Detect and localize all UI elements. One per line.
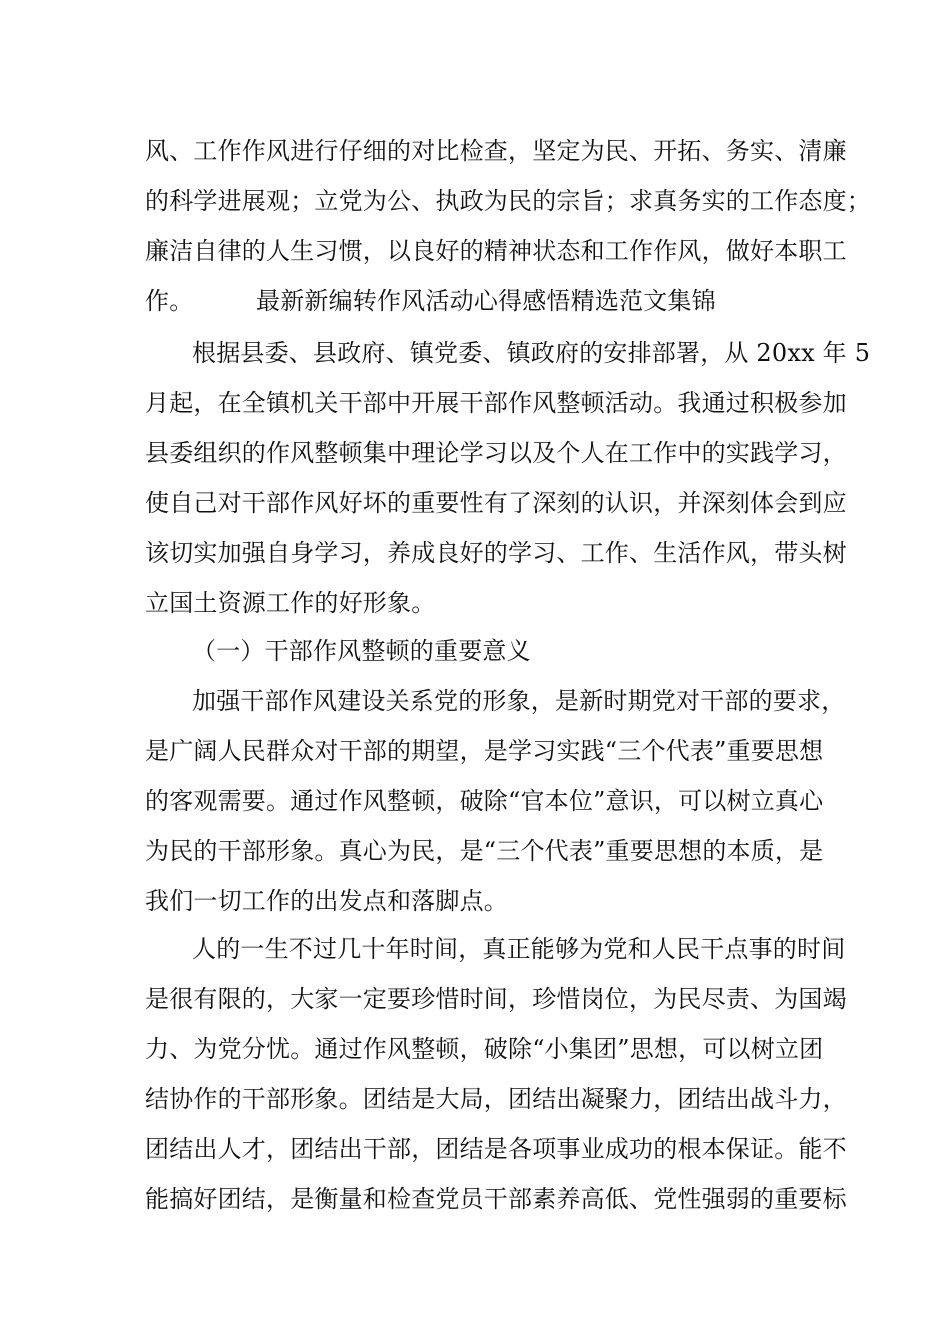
body-text-line: 力、为党分忧。通过作风整顿，破除“小集团”思想，可以树立团 — [145, 1035, 824, 1063]
body-text-line: 立国土资源工作的好形象。 — [145, 589, 436, 617]
body-text-line: 县委组织的作风整顿集中理论学习以及个人在工作中的实践学习， — [145, 439, 847, 467]
body-text-line: 团结出人才，团结出干部，团结是各项事业成功的根本保证。能不 — [145, 1135, 847, 1163]
body-text-line: 我们一切工作的出发点和落脚点。 — [145, 887, 508, 915]
body-text-line: 的客观需要。通过作风整顿，破除“官本位”意识，可以树立真心 — [145, 787, 824, 815]
paragraph-first-line: 根据县委、县政府、镇党委、镇政府的安排部署，从 20xx 年 5 — [192, 339, 871, 367]
body-text-line: 是广阔人民群众对干部的期望，是学习实践“三个代表”重要思想 — [145, 737, 824, 765]
body-text-line: 廉洁自律的人生习惯，以良好的精神状态和工作作风，做好本职工 — [145, 237, 847, 265]
body-text-line: 的科学进展观；立党为公、执政为民的宗旨；求真务实的工作态度； — [145, 187, 871, 215]
body-text-line: 为民的干部形象。真心为民，是“三个代表”重要思想的本质，是 — [145, 837, 824, 865]
paragraph-first-line: 人的一生不过几十年时间，真正能够为党和人民干点事的时间 — [192, 935, 846, 963]
body-text-line: 能搞好团结，是衡量和检查党员干部素养高低、党性强弱的重要标 — [145, 1185, 847, 1213]
body-text-line: 该切实加强自身学习，养成良好的学习、工作、生活作风，带头树 — [145, 539, 847, 567]
body-text-line: 风、工作作风进行仔细的对比检查，坚定为民、开拓、务实、清廉 — [145, 137, 847, 165]
section-heading: （一）干部作风整顿的重要意义 — [192, 637, 531, 665]
paragraph-first-line: 加强干部作风建设关系党的形象，是新时期党对干部的要求， — [192, 687, 846, 715]
body-text-line: 月起，在全镇机关干部中开展干部作风整顿活动。我通过积极参加 — [145, 389, 847, 417]
body-text-line: 是很有限的，大家一定要珍惜时间，珍惜岗位，为民尽责、为国竭 — [145, 985, 847, 1013]
body-text-line: 作。 最新新编转作风活动心得感悟精选范文集锦 — [145, 287, 716, 315]
body-text-line: 结协作的干部形象。团结是大局，团结出凝聚力，团结出战斗力， — [145, 1085, 847, 1113]
body-text-line: 使自己对干部作风好坏的重要性有了深刻的认识，并深刻体会到应 — [145, 489, 847, 517]
